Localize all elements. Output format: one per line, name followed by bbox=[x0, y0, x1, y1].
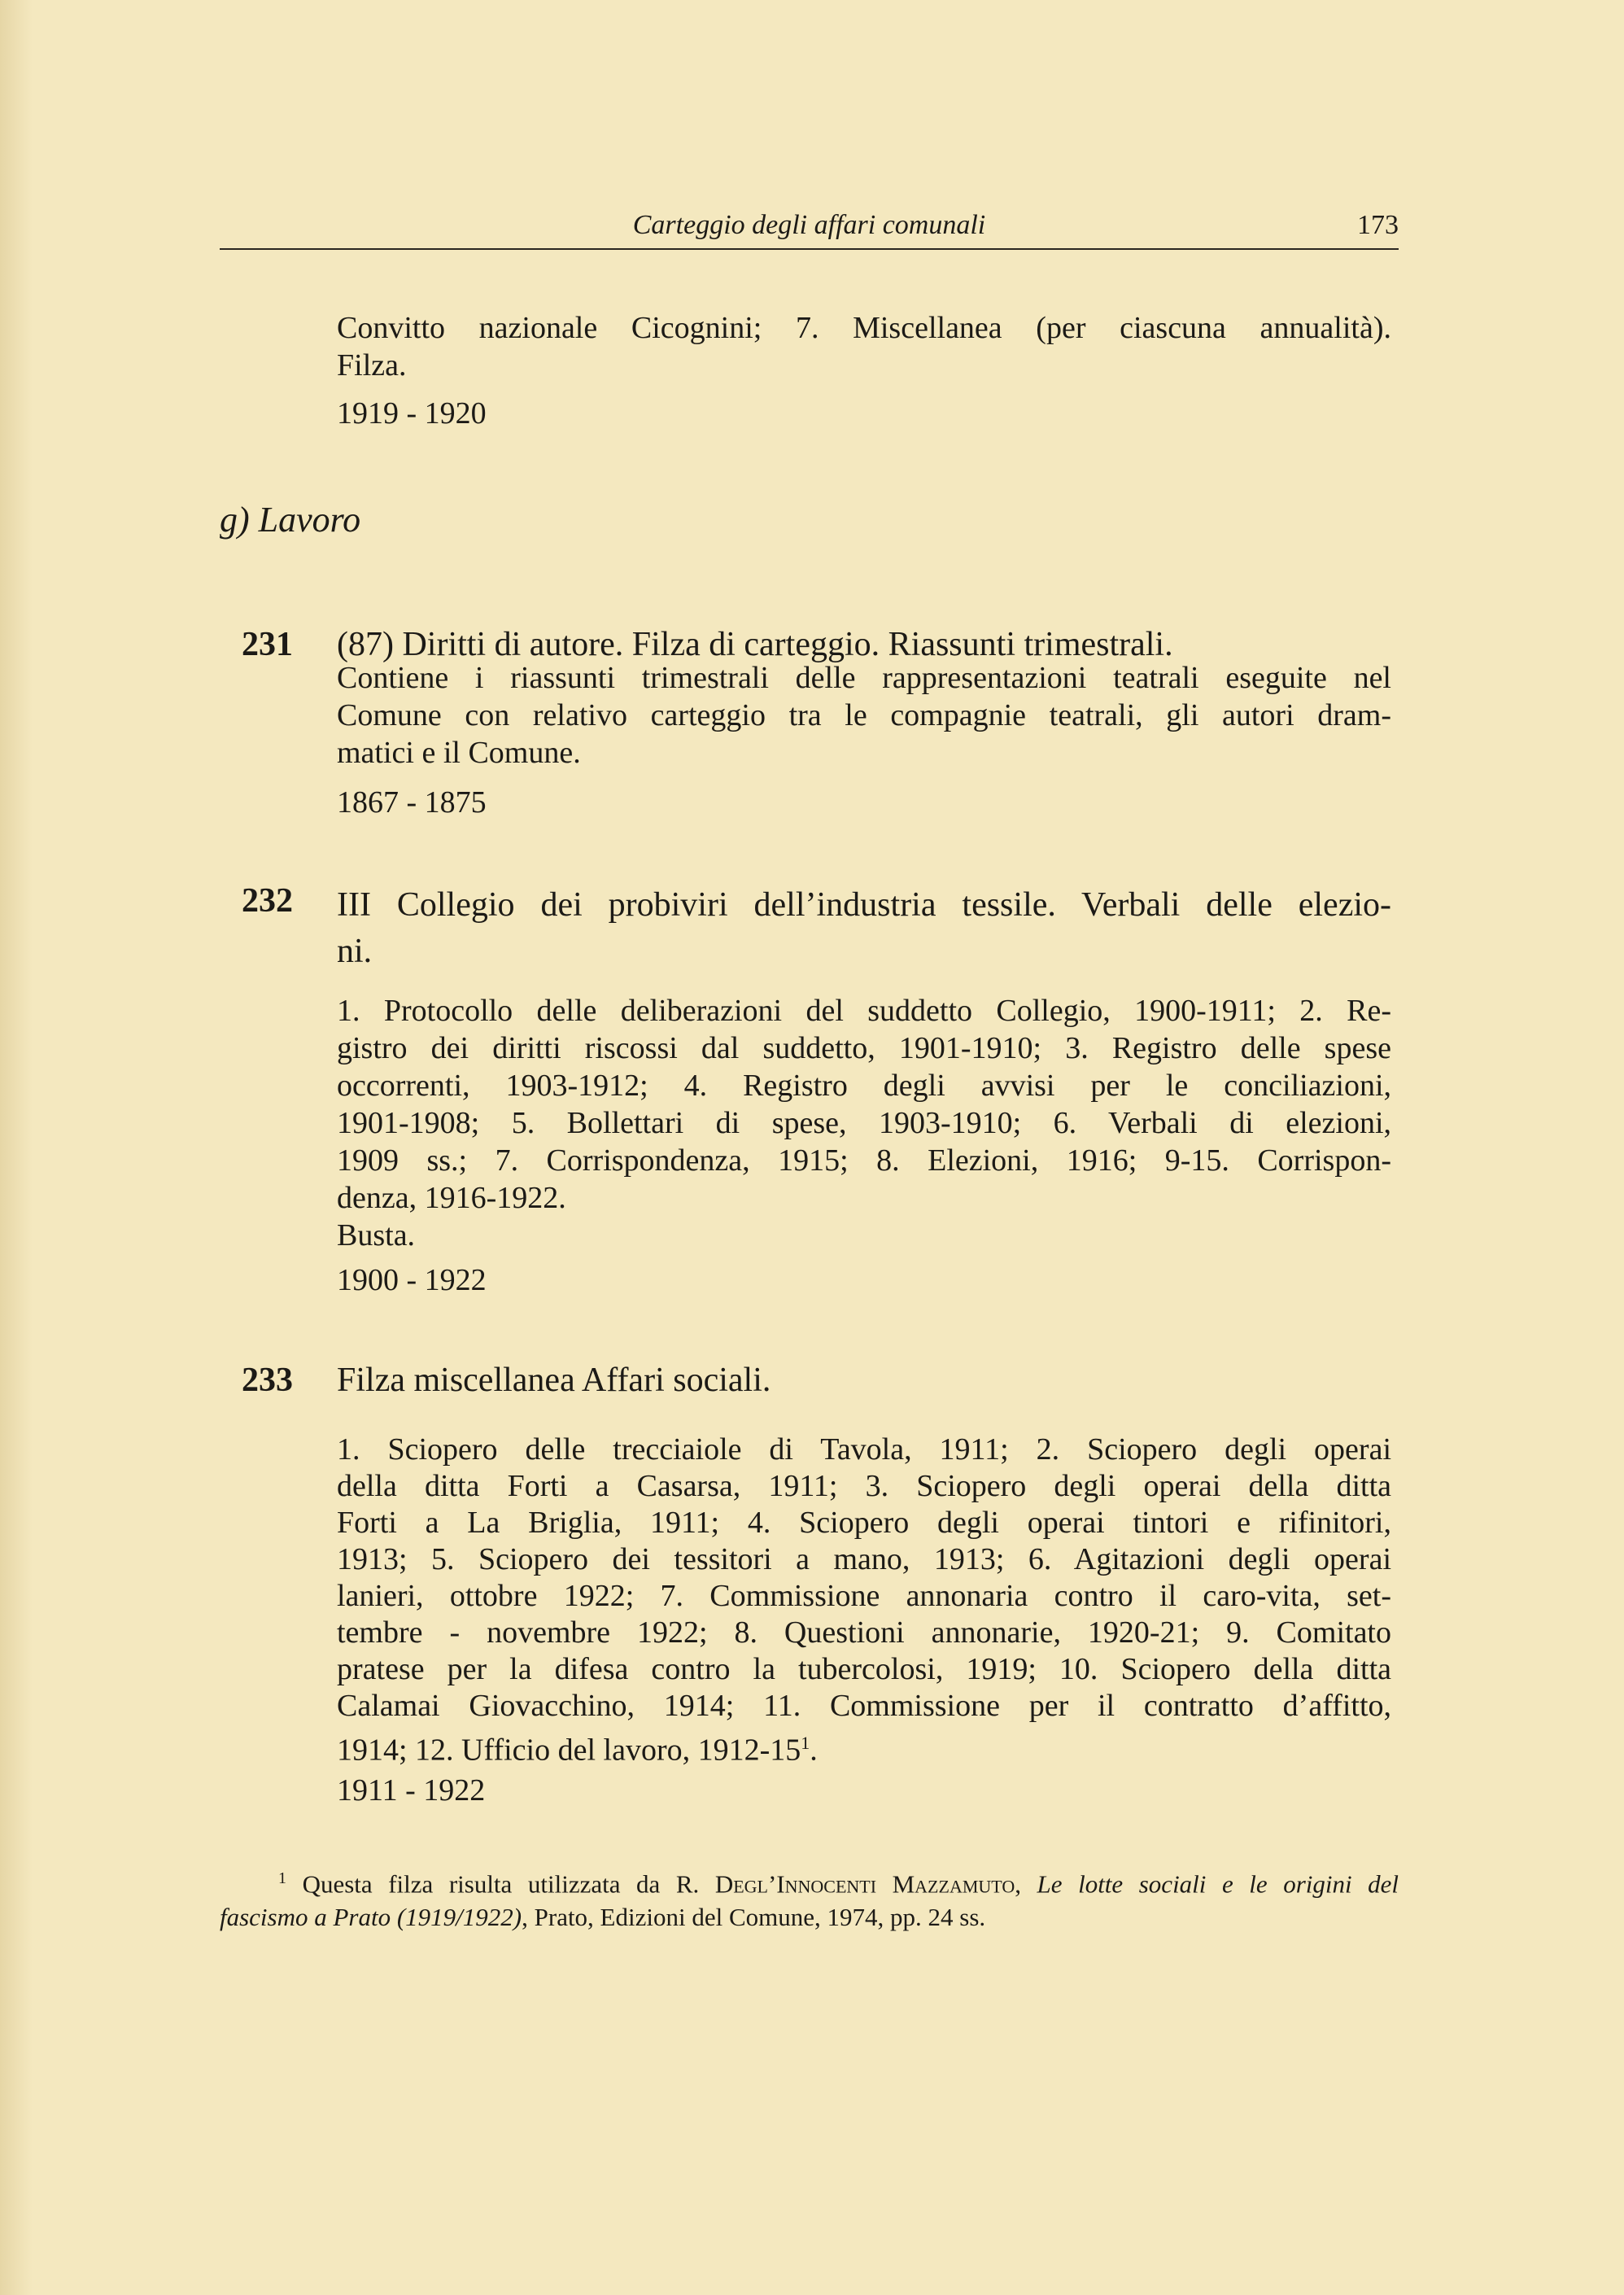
entry-title bbox=[337, 626, 1391, 663]
text-line: ni. bbox=[337, 933, 373, 970]
entry-number: 232 bbox=[242, 882, 293, 920]
entry-dates: 1900 - 1922 bbox=[337, 1263, 487, 1297]
text-line: 1901-1908; 5. Bollettari di spese, 1903-1910; 6. Verbali di elezioni, bbox=[337, 1106, 1391, 1140]
text-line: 1. Sciopero delle trecciaiole di Tavola, 1911; 2. Sciopero degli operai bbox=[337, 1432, 1391, 1467]
text-span: 1914; 12. Ufficio del lavoro, 1912-15 bbox=[337, 1733, 801, 1768]
entry-description bbox=[337, 992, 1391, 1254]
text-line: lanieri, ottobre 1922; 7. Commissione annonaria contro il caro-vita, set- bbox=[337, 1579, 1391, 1613]
text-line: matici e il Comune. bbox=[337, 736, 581, 770]
footnote-line bbox=[220, 1900, 1399, 1934]
text-line: III Collegio dei probiviri dell’industria tessile. Verbali delle elezio- bbox=[337, 886, 1391, 924]
text-line: della ditta Forti a Casarsa, 1911; 3. Sciopero degli operai della ditta bbox=[337, 1469, 1391, 1503]
text-line bbox=[337, 1725, 1391, 1769]
entry-description bbox=[337, 659, 1391, 772]
continuation-text bbox=[337, 309, 1391, 384]
footnote-author: Degl’Innocenti Mazzamuto bbox=[714, 1869, 1015, 1899]
running-header bbox=[220, 207, 1399, 247]
text-line: Convitto nazionale Cicognini; 7. Miscellanea (per ciascuna annualità). bbox=[337, 311, 1391, 345]
section-title: g) Lavoro bbox=[220, 500, 361, 540]
text-line: Filza miscellanea Affari sociali. bbox=[337, 1362, 771, 1399]
text-line: (87) Diritti di autore. Filza di carteggio. Riassunti trimestrali. bbox=[337, 626, 1173, 663]
footnote bbox=[220, 1862, 1399, 1934]
text-line: Comune con relativo carteggio tra le compagnie teatrali, gli autori dram- bbox=[337, 698, 1391, 732]
footnote-book-title: fascismo a Prato (1919/1922) bbox=[220, 1903, 522, 1932]
page-binding-shadow bbox=[0, 0, 33, 2295]
footnote-line: $^1$ Questa filza risulta utilizzata da R. Degl’Innocenti Mazzamuto, Le lotte sociali e le origini del bbox=[278, 1869, 1399, 1899]
text-line: gistro dei diritti riscossi dal suddetto, 1901-1910; 3. Registro delle spese bbox=[337, 1031, 1391, 1065]
header-rule bbox=[220, 248, 1399, 250]
entry-title bbox=[337, 1362, 1391, 1399]
footnote-text: , Prato, Edizioni del Comune, 1974, pp. 24 ss. bbox=[522, 1903, 986, 1932]
entry-number: 231 bbox=[242, 626, 293, 663]
text-line: 1913; 5. Sciopero dei tessitori a mano, 1913; 6. Agitazioni degli operai bbox=[337, 1542, 1391, 1576]
footnote-reference[interactable]: 1 bbox=[801, 1733, 810, 1753]
text-line: Contiene i riassunti trimestrali delle rappresentazioni teatrali eseguite nel bbox=[337, 661, 1391, 695]
page-number: 173 bbox=[1357, 210, 1399, 240]
entry-dates: 1867 - 1875 bbox=[337, 785, 487, 820]
entry-description bbox=[337, 1432, 1391, 1769]
text-line: tembre - novembre 1922; 8. Questioni annonarie, 1920-21; 9. Comitato bbox=[337, 1615, 1391, 1650]
continuation-dates: 1919 - 1920 bbox=[337, 396, 487, 431]
entry-number: 233 bbox=[242, 1362, 293, 1399]
text-line: 1. Protocollo delle deliberazioni del suddetto Collegio, 1900-1911; 2. Re- bbox=[337, 994, 1391, 1028]
footnote-text: Questa filza risulta utilizzata da R. bbox=[302, 1869, 715, 1899]
entry-title bbox=[337, 882, 1391, 975]
text-line: Calamai Giovacchino, 1914; 11. Commissione per il contratto d’affitto, bbox=[337, 1689, 1391, 1723]
footnote-book-title: Le lotte sociali e le origini del bbox=[1037, 1869, 1399, 1899]
text-line: Filza. bbox=[337, 348, 407, 382]
text-line: Forti a La Briglia, 1911; 4. Sciopero degli operai tintori e rifinitori, bbox=[337, 1506, 1391, 1540]
text-line: occorrenti, 1903-1912; 4. Registro degli avvisi per le conciliazioni, bbox=[337, 1069, 1391, 1103]
entry-dates: 1911 - 1922 bbox=[337, 1773, 486, 1808]
period: . bbox=[810, 1733, 818, 1768]
footnote-marker: 1 bbox=[278, 1869, 286, 1887]
running-title: Carteggio degli affari comunali bbox=[632, 210, 986, 240]
text-line: 1909 ss.; 7. Corrispondenza, 1915; 8. Elezioni, 1916; 9-15. Corrispon- bbox=[337, 1143, 1391, 1178]
text-line: denza, 1916-1922. bbox=[337, 1181, 566, 1215]
text-line: Busta. bbox=[337, 1218, 416, 1252]
text-line: pratese per la difesa contro la tubercolosi, 1919; 10. Sciopero della ditta bbox=[337, 1652, 1391, 1686]
